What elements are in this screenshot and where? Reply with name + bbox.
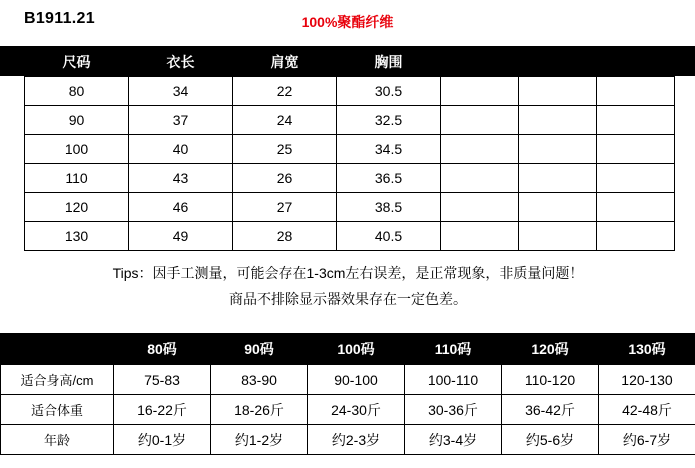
cell-length: 37 — [129, 106, 233, 135]
cell-age-130: 约6-7岁 — [599, 425, 695, 455]
cell-bust: 38.5 — [337, 193, 441, 222]
cell-length: 34 — [129, 77, 233, 106]
column-header-length: 衣长 — [129, 47, 233, 77]
header — [0, 0, 695, 40]
cell-height-100: 90-100 — [308, 365, 405, 395]
cell-height-120: 110-120 — [502, 365, 599, 395]
cell-shoulder: 25 — [233, 135, 337, 164]
cell-pad-1 — [441, 164, 519, 193]
cell-size: 110 — [25, 164, 129, 193]
cell-size: 80 — [25, 77, 129, 106]
column-header-bust: 胸围 — [337, 47, 441, 77]
column-header-pad-2 — [519, 47, 597, 77]
cell-weight-130: 42-48斤 — [599, 395, 695, 425]
table-row — [25, 106, 675, 135]
cell-pad-3 — [597, 106, 675, 135]
cell-length: 40 — [129, 135, 233, 164]
cell-pad-3 — [597, 222, 675, 251]
fit-header-120: 120码 — [502, 334, 599, 365]
tips-line-1: Tips：因手工测量，可能会存在1-3cm左右误差，是正常现象，非质量问题！ — [112, 265, 584, 281]
cell-age-90: 约1-2岁 — [211, 425, 308, 455]
cell-weight-90: 18-26斤 — [211, 395, 308, 425]
table-row — [25, 222, 675, 251]
table-row — [1, 425, 695, 455]
row-label-height: 适合身高/cm — [1, 365, 114, 395]
size-measurement-table — [24, 46, 675, 251]
cell-bust: 40.5 — [337, 222, 441, 251]
cell-age-120: 约5-6岁 — [502, 425, 599, 455]
cell-size: 130 — [25, 222, 129, 251]
cell-pad-1 — [441, 222, 519, 251]
fit-header-130: 130码 — [599, 334, 695, 365]
row-label-weight: 适合体重 — [1, 395, 114, 425]
fit-header-90: 90码 — [211, 334, 308, 365]
cell-shoulder: 26 — [233, 164, 337, 193]
column-header-pad-1 — [441, 47, 519, 77]
table-row — [25, 135, 675, 164]
cell-pad-1 — [441, 106, 519, 135]
tips-block — [24, 260, 672, 312]
table-row — [25, 77, 675, 106]
cell-pad-2 — [519, 164, 597, 193]
fit-header-80: 80码 — [114, 334, 211, 365]
column-header-size: 尺码 — [25, 47, 129, 77]
cell-bust: 32.5 — [337, 106, 441, 135]
table-row — [1, 365, 695, 395]
cell-height-80: 75-83 — [114, 365, 211, 395]
cell-height-130: 120-130 — [599, 365, 695, 395]
cell-shoulder: 24 — [233, 106, 337, 135]
cell-weight-120: 36-42斤 — [502, 395, 599, 425]
fit-header-row — [1, 334, 695, 365]
cell-shoulder: 27 — [233, 193, 337, 222]
fit-header-110: 110码 — [405, 334, 502, 365]
cell-height-110: 100-110 — [405, 365, 502, 395]
cell-pad-1 — [441, 193, 519, 222]
cell-length: 46 — [129, 193, 233, 222]
cell-size: 100 — [25, 135, 129, 164]
cell-pad-3 — [597, 193, 675, 222]
cell-shoulder: 28 — [233, 222, 337, 251]
cell-length: 49 — [129, 222, 233, 251]
fit-recommendation-table — [0, 333, 695, 455]
cell-weight-80: 16-22斤 — [114, 395, 211, 425]
row-label-age: 年龄 — [1, 425, 114, 455]
cell-pad-2 — [519, 106, 597, 135]
column-header-shoulder: 肩宽 — [233, 47, 337, 77]
table-header-row — [25, 47, 675, 77]
cell-length: 43 — [129, 164, 233, 193]
cell-age-80: 约0-1岁 — [114, 425, 211, 455]
cell-pad-2 — [519, 222, 597, 251]
cell-bust: 36.5 — [337, 164, 441, 193]
cell-bust: 30.5 — [337, 77, 441, 106]
cell-pad-3 — [597, 77, 675, 106]
black-band-left — [0, 46, 24, 76]
cell-age-100: 约2-3岁 — [308, 425, 405, 455]
fit-header-corner — [1, 334, 114, 365]
cell-pad-2 — [519, 135, 597, 164]
material-label: 100%聚酯纤维 — [301, 14, 394, 30]
cell-pad-3 — [597, 135, 675, 164]
black-band-right — [672, 46, 695, 76]
fit-header-100: 100码 — [308, 334, 405, 365]
fit-recommendation-table-wrap — [0, 333, 695, 455]
cell-pad-3 — [597, 164, 675, 193]
cell-weight-110: 30-36斤 — [405, 395, 502, 425]
table-row — [25, 164, 675, 193]
column-header-pad-3 — [597, 47, 675, 77]
cell-height-90: 83-90 — [211, 365, 308, 395]
cell-pad-1 — [441, 77, 519, 106]
cell-size: 120 — [25, 193, 129, 222]
cell-shoulder: 22 — [233, 77, 337, 106]
cell-size: 90 — [25, 106, 129, 135]
cell-weight-100: 24-30斤 — [308, 395, 405, 425]
sku-code: B1911.21 — [24, 10, 95, 27]
tips-line-2: 商品不排除显示器效果存在一定色差。 — [229, 291, 467, 307]
cell-pad-2 — [519, 77, 597, 106]
cell-pad-1 — [441, 135, 519, 164]
table-row — [1, 395, 695, 425]
table-row — [25, 193, 675, 222]
cell-bust: 34.5 — [337, 135, 441, 164]
cell-pad-2 — [519, 193, 597, 222]
cell-age-110: 约3-4岁 — [405, 425, 502, 455]
